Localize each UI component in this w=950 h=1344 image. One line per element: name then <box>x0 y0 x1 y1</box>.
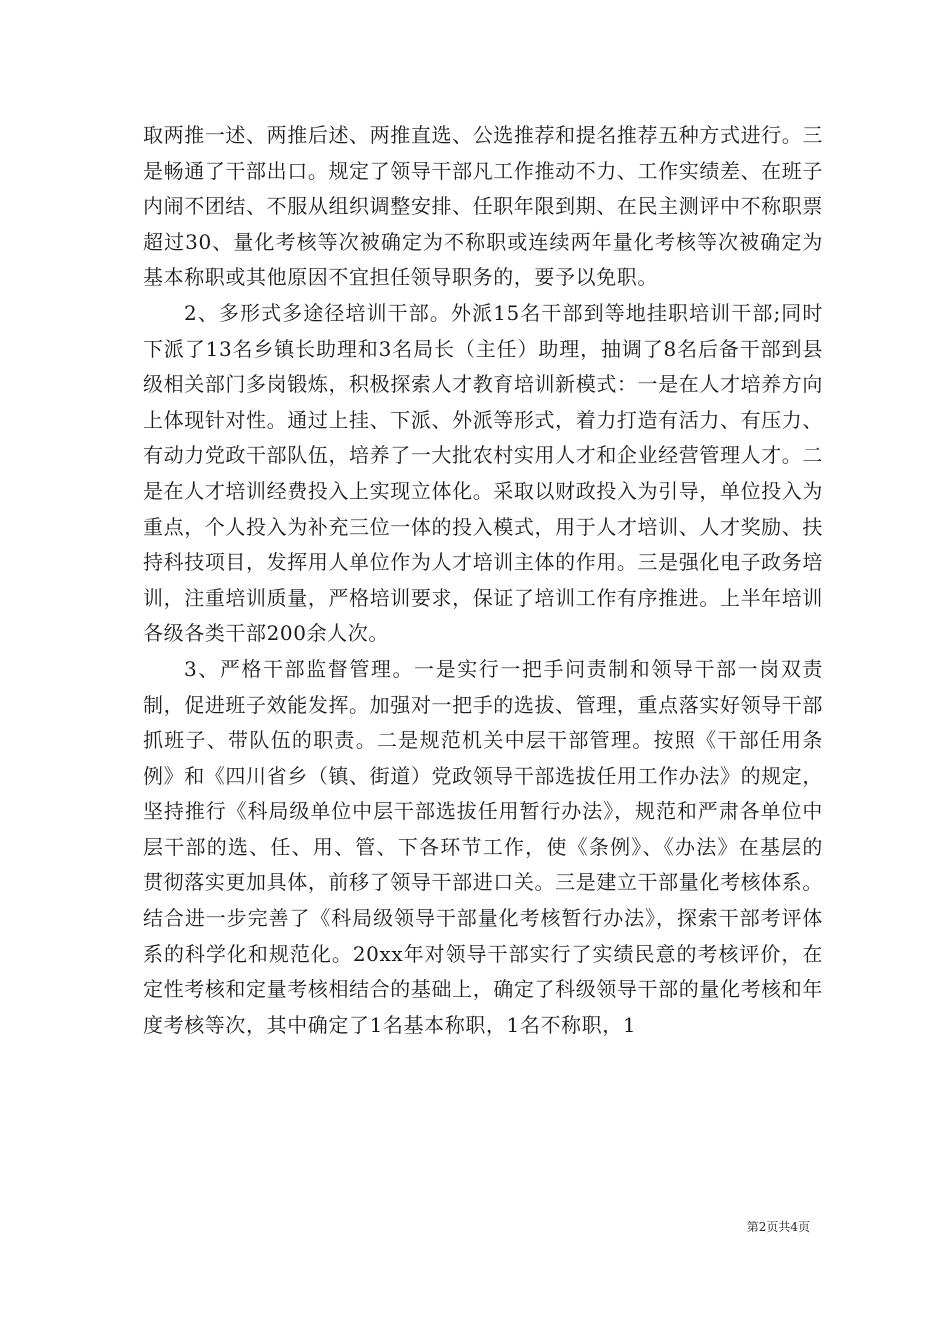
document-body <box>143 118 823 1043</box>
paragraph-cadre-supervision: 3、严格干部监督管理。一是实行一把手问责制和领导干部一岗双责制，促进班子效能发挥。加强对一把手的选拔、管理，重点落实好领导干部抓班子、带队伍的职责。二是规范机关中层干部管理。按照《干部任用条例》和《四川省乡（镇、街道）党政领导干部选拔任用工作办法》的规定，坚持推行《科局级单位中层干部选拔任用暂行办法》，规范和严肃各单位中层干部的选、任、用、管、下各环节工作，使《条例》、《办法》在基层的贯彻落实更加具体，前移了领导干部进口关。三是建立干部量化考核体系。结合进一步完善了《科局级领导干部量化考核暂行办法》，探索干部考评体系的科学化和规范化。20xx年对领导干部实行了实绩民意的考核评价，在定性考核和定量考核相结合的基础上，确定了科级领导干部的量化考核和年度考核等次，其中确定了1名基本称职，1名不称职，1 <box>143 656 823 1037</box>
paragraph-cadre-training: 2、多形式多途径培训干部。外派15名干部到等地挂职培训干部;同时下派了13名乡镇长助理和3名局长（主任）助理，抽调了8名后备干部到县级相关部门多岗锻炼，积极探索人才教育培训新模式：一是在人才培养方向上体现针对性。通过上挂、下派、外派等形式，着力打造有活力、有压力、有动力党政干部队伍，培养了一大批农村实用人才和企业经营管理人才。二是在人才培训经费投入上实现立体化。采取以财政投入为引导，单位投入为重点，个人投入为补充三位一体的投入模式，用于人才培训、人才奖励、扶持科技项目，发挥用人单位作为人才培训主体的作用。三是强化电子政务培训，注重培训质量，严格培训要求，保证了培训工作有序推进。上半年培训各级各类干部200余人次。 <box>143 300 823 646</box>
paragraph-continuation: 取两推一述、两推后述、两推直选、公选推荐和提名推荐五种方式进行。三是畅通了干部出口。规定了领导干部凡工作推动不力、工作实绩差、在班子内闹不团结、不服从组织调整安排、任职年限到期、在民主测评中不称职票超过30、量化考核等次被确定为不称职或连续两年量化考核等次被确定为基本称职或其他原因不宜担任领导职务的，要予以免职。 <box>143 123 823 290</box>
page-number-footer: 第2页共4页 <box>746 1220 810 1234</box>
